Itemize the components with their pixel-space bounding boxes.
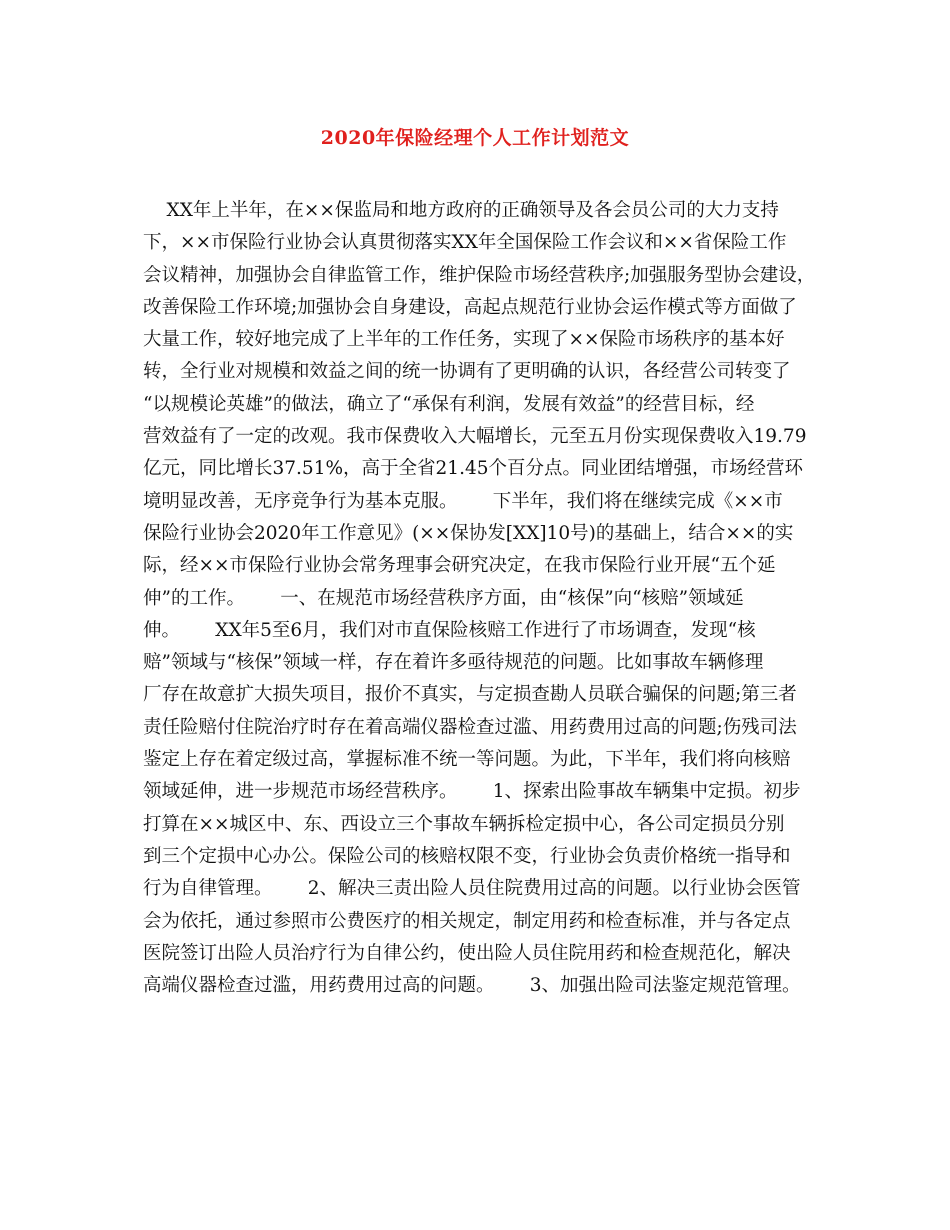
body-line: 打算在××城区中、东、西设立三个事故车辆拆检定损中心，各公司定损员分别 bbox=[143, 813, 785, 835]
body-line: 到三个定损中心办公。保险公司的核赔权限不变，行业协会负责价格统一指导和 bbox=[143, 845, 791, 867]
body-line: 责任险赔付住院治疗时存在着高端仪器检查过滥、用药费用过高的问题;伤残司法 bbox=[143, 716, 797, 738]
body-line: 会为依托，通过参照市公费医疗的相关规定，制定用药和检查标准，并与各定点 bbox=[143, 910, 791, 932]
document-title: 2020年保险经理个人工作计划范文 bbox=[320, 127, 630, 149]
body-line: 赔”领域与“核保”领域一样，存在着许多亟待规范的问题。比如事故车辆修理 bbox=[143, 652, 764, 674]
body-line: 保险行业协会2020年工作意见》(××保协发[XX]10号)的基础上，结合××的实 bbox=[143, 522, 794, 544]
body-line: 际，经××市保险行业协会常务理事会研究决定，在我市保险行业开展“五个延 bbox=[143, 555, 776, 577]
body-line: 营效益有了一定的改观。我市保费收入大幅增长，元至五月份实现保费收入19.79 bbox=[143, 426, 807, 448]
body-line: 领域延伸，进一步规范市场经营秩序。 1、探索出险事故车辆集中定损。初步 bbox=[143, 781, 801, 803]
body-line: 行为自律管理。 2、解决三责出险人员住院费用过高的问题。以行业协会医管 bbox=[143, 878, 801, 900]
body-line: 大量工作，较好地完成了上半年的工作任务，实现了××保险市场秩序的基本好 bbox=[143, 329, 785, 351]
body-line: 改善保险工作环境;加强协会自身建设，高起点规范行业协会运作模式等方面做了 bbox=[143, 296, 797, 318]
body-line: 境明显改善，无序竞争行为基本克服。 下半年，我们将在继续完成《××市 bbox=[143, 490, 783, 512]
body-line: “以规模论英雄”的做法，确立了“承保有利润，发展有效益”的经营目标，经 bbox=[143, 393, 755, 415]
body-line: 会议精神，加强协会自律监管工作，维护保险市场经营秩序;加强服务型协会建设， bbox=[143, 264, 816, 286]
body-line: 转，全行业对规模和效益之间的统一协调有了更明确的认识，各经营公司转变了 bbox=[143, 361, 791, 383]
body-line: 亿元，同比增长37.51%，高于全省21.45个百分点。同业团结增强，市场经营环 bbox=[143, 458, 804, 480]
body-line: 下，××市保险行业协会认真贯彻落实XX年全国保险工作会议和××省保险工作 bbox=[143, 232, 787, 254]
body-line: 伸”的工作。 一、在规范市场经营秩序方面，由“核保”向“核赔”领域延 bbox=[143, 587, 744, 609]
body-line: 医院签订出险人员治疗行为自律公约，使出险人员住院用药和检查规范化，解决 bbox=[143, 942, 791, 964]
document-body bbox=[143, 195, 816, 1002]
body-line: XX年上半年，在××保监局和地方政府的正确领导及各会员公司的大力支持 bbox=[143, 200, 779, 221]
body-line: 鉴定上存在着定级过高，掌握标准不统一等问题。为此，下半年，我们将向核赔 bbox=[143, 749, 791, 771]
body-line: 高端仪器检查过滥，用药费用过高的问题。 3、加强出险司法鉴定规范管理。 bbox=[143, 975, 801, 997]
body-line: 伸。 XX年5至6月，我们对市直保险核赔工作进行了市场调查，发现“核 bbox=[143, 619, 756, 641]
body-line: 厂存在故意扩大损失项目，报价不真实，与定损查勘人员联合骗保的问题;第三者 bbox=[143, 684, 797, 706]
